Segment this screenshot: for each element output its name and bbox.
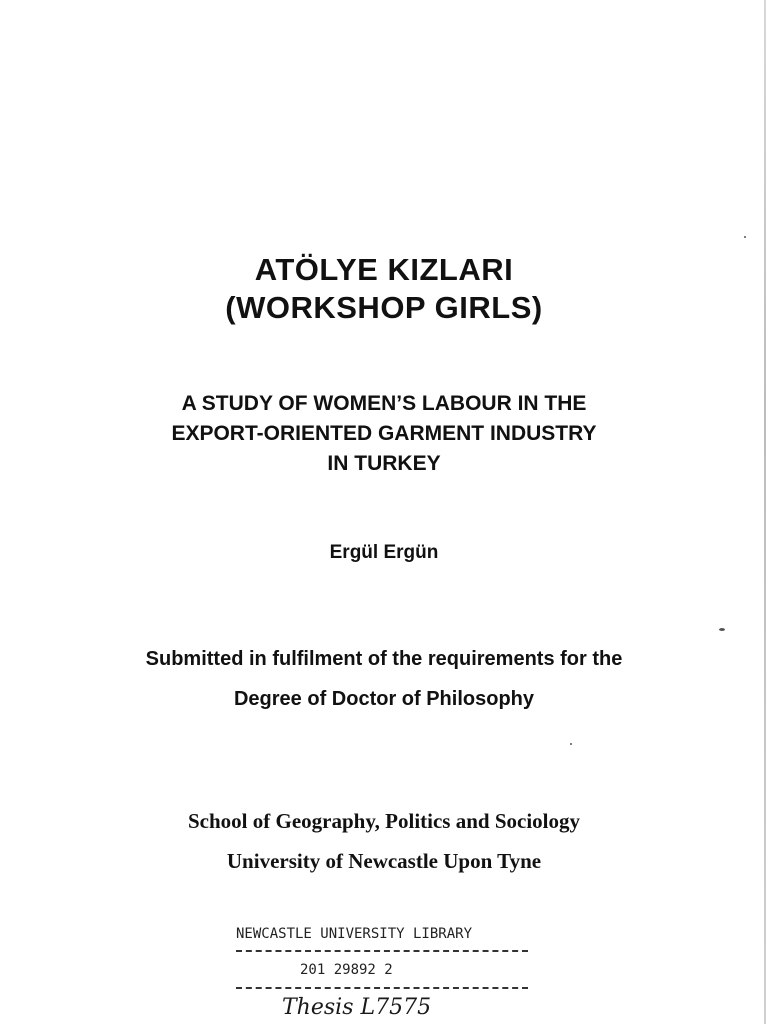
university-name: University of Newcastle Upon Tyne (226, 849, 542, 873)
subtitle-line-3: IN TURKEY (327, 452, 441, 475)
scan-speck (744, 236, 746, 238)
title-line-2: (WORKSHOP GIRLS) (225, 290, 543, 325)
subtitle-line-1: A STUDY OF WOMEN’S LABOUR IN THE (181, 392, 587, 415)
accession-number: 201 29892 2 (300, 962, 393, 978)
subtitle-line-2: EXPORT-ORIENTED GARMENT INDUSTRY (171, 422, 597, 445)
submission-statement-line-1: Submitted in fulfilment of the requirements for the (145, 648, 623, 670)
library-name: NEWCASTLE UNIVERSITY LIBRARY (236, 926, 473, 942)
scan-speck (719, 628, 725, 631)
school-name: School of Geography, Politics and Sociology (187, 809, 581, 833)
author-name: Ergül Ergün (329, 542, 439, 563)
submission-statement-line-2: Degree of Doctor of Philosophy (233, 688, 535, 710)
stamp-divider (236, 950, 528, 952)
scan-speck (570, 743, 572, 745)
handwritten-shelfmark: Thesis L7575 (282, 995, 432, 1020)
title-line-1: ATÖLYE KIZLARI (254, 252, 514, 287)
stamp-divider (236, 987, 528, 989)
